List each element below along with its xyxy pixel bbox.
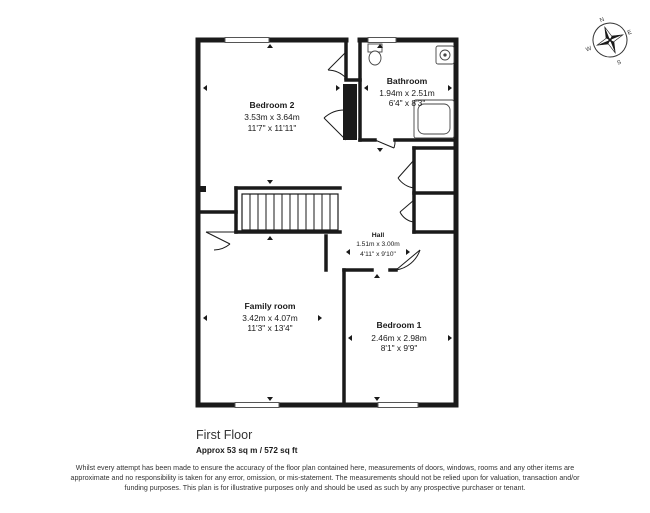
wall-stub [198,186,206,192]
compass-n: N [599,16,606,25]
staircase [242,194,338,230]
window-family-room [235,403,279,408]
compass-rose-icon [577,9,642,76]
floor-title: First Floor [196,428,253,442]
svg-text:3.53m x 3.64m: 3.53m x 3.64m [244,112,300,122]
room-label-bedroom-2 [244,100,299,133]
svg-text:2.46m x 2.98m: 2.46m x 2.98m [371,333,427,343]
door-family-room [206,232,230,244]
svg-text:6'4" x 8'3": 6'4" x 8'3" [388,98,426,108]
svg-text:8'1" x 9'9": 8'1" x 9'9" [380,343,418,353]
svg-text:Hall: Hall [371,232,385,239]
svg-text:3.42m x 4.07m: 3.42m x 4.07m [242,313,298,323]
svg-text:Family room: Family room [244,301,296,311]
svg-text:Bathroom: Bathroom [386,76,428,86]
compass-e: E [626,29,633,37]
door-cupboard-2 [400,200,414,212]
svg-text:Bedroom 1: Bedroom 1 [376,320,422,330]
room-label-family-room [242,301,297,333]
svg-text:1.51m x 3.00m: 1.51m x 3.00m [356,241,400,248]
door-bedroom2 [324,118,346,140]
window-bathroom [368,38,396,43]
svg-text:4'11" x 9'10": 4'11" x 9'10" [360,251,396,258]
floor-area: Approx 53 sq m / 572 sq ft [196,446,298,455]
svg-text:11'3" x 13'4": 11'3" x 13'4" [247,323,293,333]
room-label-bedroom-1 [371,320,426,353]
door-cupboard-top [328,52,346,70]
compass-w: W [585,45,593,54]
svg-text:1.94m x 2.51m: 1.94m x 2.51m [379,88,435,98]
chimney-breast [343,84,357,140]
window-bedroom1 [378,403,418,408]
door-bathroom [375,140,394,148]
door-cupboard-1 [398,160,414,178]
washbasin-icon [436,46,454,64]
compass-s: S [616,59,623,67]
svg-text:Bedroom 2: Bedroom 2 [249,100,295,110]
disclaimer-text: Whilst every attempt has been made to ensure the accuracy of the floor plan contained here, measurements of doors, windows, rooms and any other items are approximate and no responsibility is taken for any error, omission, or mis-statement. The measurements should not be relied upon for valuation, transaction and/or funding purposes. This plan is for illustrative purposes only and should be used as such by any prospective purchaser or tenant. [70,464,580,492]
room-label-hall [356,232,400,258]
window-bedroom2 [225,38,269,43]
svg-text:11'7" x 11'11": 11'7" x 11'11" [247,123,297,133]
